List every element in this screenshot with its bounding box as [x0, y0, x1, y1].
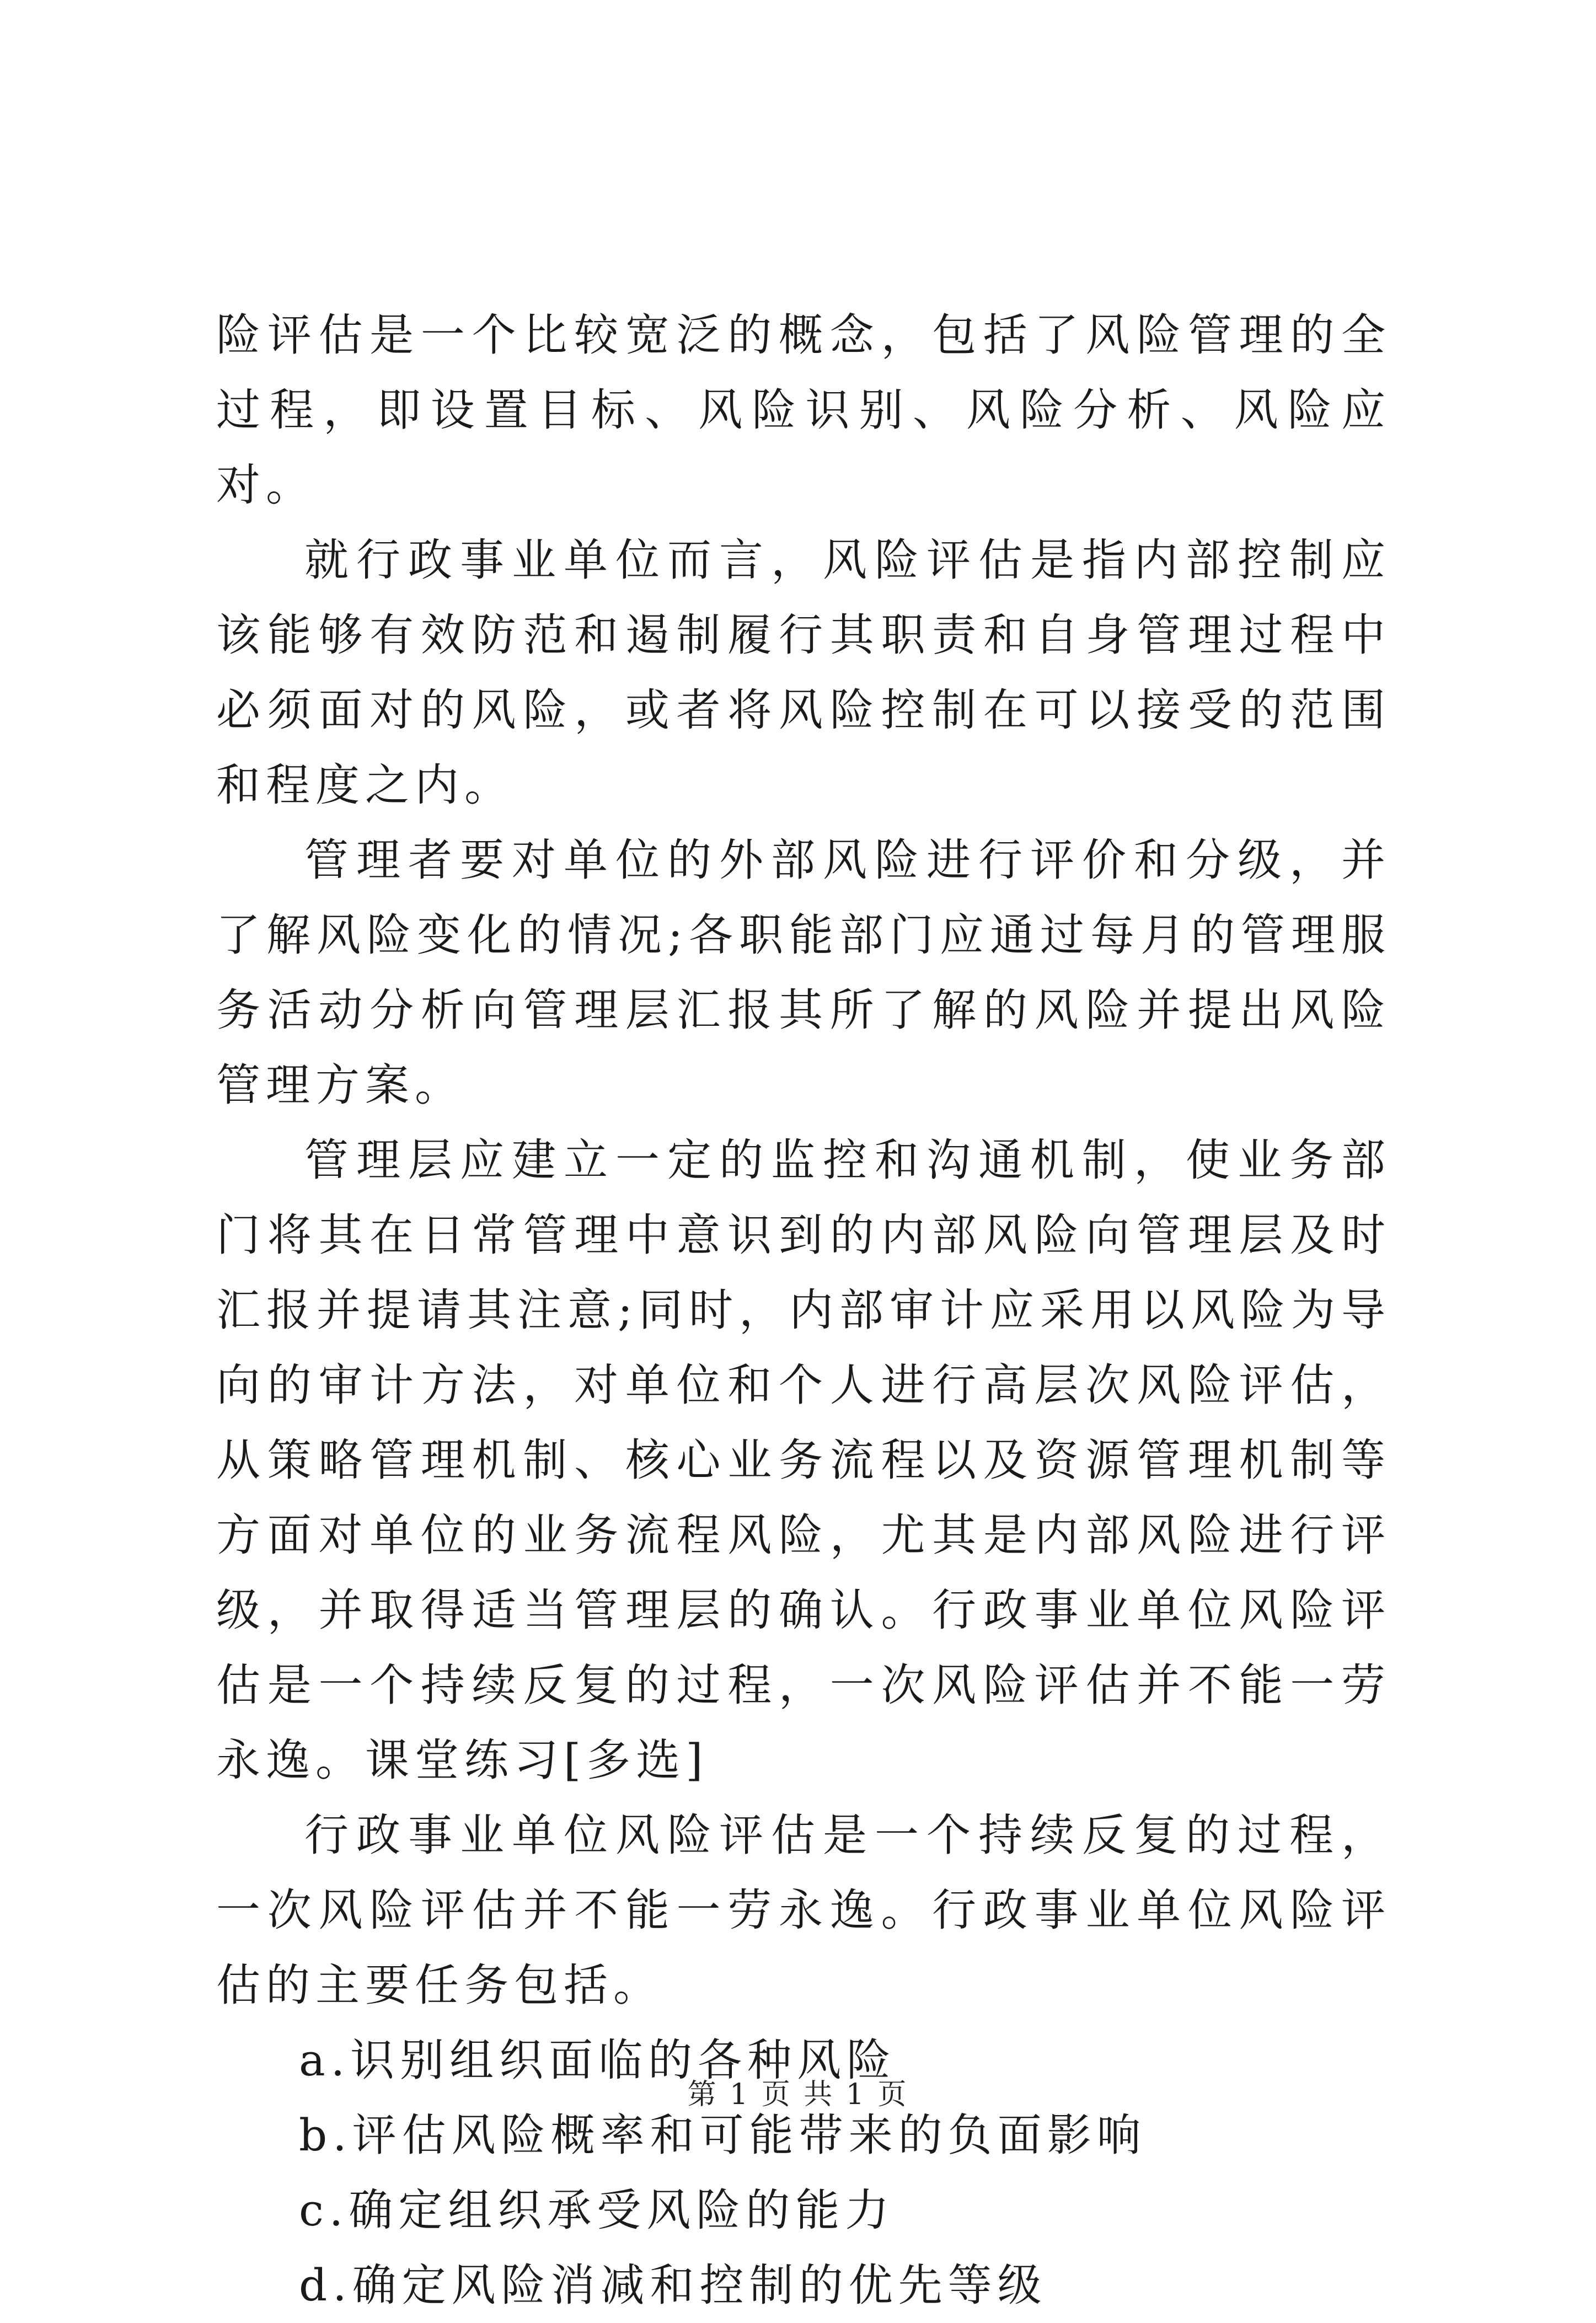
option-a: a.识别组织面临的各种风险: [299, 2035, 897, 2086]
paragraph-continuation: 险评估是一个比较宽泛的概念，包括了风险管理的全过程，即设置目标、风险识别、风险分析、风险应对。: [216, 309, 1391, 511]
page-footer: 第 1 页 共 1 页: [687, 2078, 909, 2111]
paragraph: 就行政事业单位而言，风险评估是指内部控制应该能够有效防范和遏制履行其职责和自身管理过程中必须面对的风险，或者将风险控制在可以接受的范围和程度之内。: [216, 534, 1391, 811]
paragraph: 行政事业单位风险评估是一个持续反复的过程，一次风险评估并不能一劳永逸。行政事业单位风险评估的主要任务包括。: [216, 1810, 1391, 2011]
paragraph: 管理层应建立一定的监控和沟通机制，使业务部门将其在日常管理中意识到的内部风险向管理层及时汇报并提请其注意;同时，内部审计应采用以风险为导向的审计方法，对单位和个人进行高层次风险评估，从策略管理机制、核心业务流程以及资源管理机制等方面对单位的业务流程风险，尤其是内部风险进行评级，并取得适当管理层的确认。行政事业单位风险评估是一个持续反复的过程，一次风险评估并不能一劳永逸。课堂练习[多选]: [216, 1134, 1391, 1786]
paragraph: 管理者要对单位的外部风险进行评价和分级，并了解风险变化的情况;各职能部门应通过每月的管理服务活动分析向管理层汇报其所了解的风险并提出风险管理方案。: [216, 834, 1391, 1111]
option-c: c.确定组织承受风险的能力: [299, 2185, 895, 2236]
option-d: d.确定风险消减和控制的优先等级: [299, 2260, 1047, 2311]
option-b: b.评估风险概率和可能带来的负面影响: [299, 2110, 1147, 2161]
document-body: [216, 298, 1391, 2323]
